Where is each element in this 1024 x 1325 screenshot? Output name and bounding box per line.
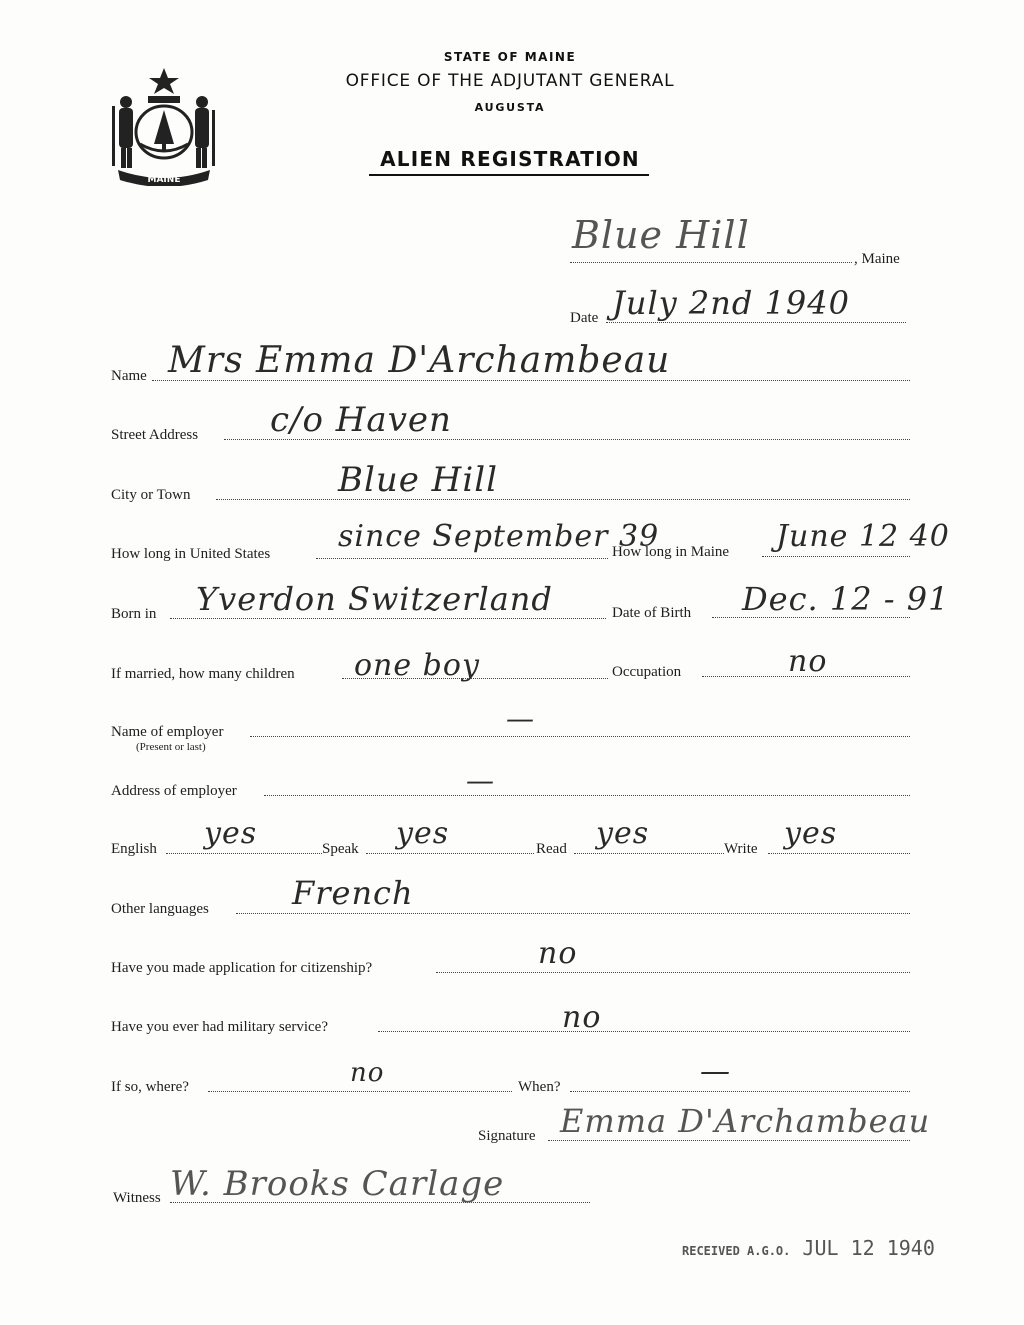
seal-text: MAINE xyxy=(147,175,181,185)
employer-name-label: Name of employer xyxy=(111,724,224,740)
other-languages-line xyxy=(236,913,910,914)
signature-line xyxy=(548,1140,910,1141)
how-long-us-label: How long in United States xyxy=(111,546,271,562)
city-or-town-label: City or Town xyxy=(111,487,191,503)
citizenship-label: Have you made application for citizenship? xyxy=(111,960,373,976)
when-line xyxy=(570,1091,910,1092)
employer-name-sublabel: (Present or last) xyxy=(136,741,206,753)
witness-label: Witness xyxy=(113,1190,161,1206)
date-of-birth-value[interactable]: Dec. 12 - 91 xyxy=(742,580,950,618)
read-line xyxy=(574,853,724,854)
speak-label: Speak xyxy=(322,841,359,857)
english-line xyxy=(166,853,322,854)
city-heading: AUGUSTA xyxy=(474,101,546,114)
form-title: ALIEN REGISTRATION xyxy=(380,147,640,171)
date-of-birth-label: Date of Birth xyxy=(612,605,692,621)
citizenship-value[interactable]: no xyxy=(538,936,578,971)
name-value[interactable]: Mrs Emma D'Archambeau xyxy=(168,340,671,381)
how-long-maine-label: How long in Maine xyxy=(612,544,730,560)
office-heading: OFFICE OF THE ADJUTANT GENERAL xyxy=(345,71,675,91)
title-underline xyxy=(369,174,649,176)
employer-address-line xyxy=(264,795,910,796)
write-value[interactable]: yes xyxy=(784,816,838,851)
employer-address-value[interactable]: — xyxy=(466,764,495,797)
employer-name-line xyxy=(250,736,910,737)
place-value[interactable]: Blue Hill xyxy=(572,213,750,257)
street-address-label: Street Address xyxy=(111,427,199,443)
when-value[interactable]: — xyxy=(700,1054,731,1089)
signature-value[interactable]: Emma D'Archambeau xyxy=(560,1102,931,1140)
how-long-us-line xyxy=(316,558,608,559)
speak-value[interactable]: yes xyxy=(396,816,450,851)
received-stamp-prefix: RECEIVED A.G.O. xyxy=(682,1244,791,1258)
english-label: English xyxy=(111,841,157,857)
city-or-town-value[interactable]: Blue Hill xyxy=(338,460,498,500)
english-value[interactable]: yes xyxy=(204,816,258,851)
signature-label: Signature xyxy=(478,1128,536,1144)
place-line xyxy=(570,262,852,263)
how-long-maine-value[interactable]: June 12 40 xyxy=(776,519,950,554)
witness-value[interactable]: W. Brooks Carlage xyxy=(170,1164,505,1204)
read-value[interactable]: yes xyxy=(596,816,650,851)
military-line xyxy=(378,1031,910,1032)
employer-address-label: Address of employer xyxy=(111,783,237,799)
received-stamp xyxy=(682,1236,935,1260)
write-line xyxy=(768,853,910,854)
date-value[interactable]: July 2nd 1940 xyxy=(612,284,850,322)
street-address-value[interactable]: c/o Haven xyxy=(270,400,452,440)
employer-name-value[interactable]: — xyxy=(506,702,535,735)
born-in-label: Born in xyxy=(111,606,157,622)
other-languages-value[interactable]: French xyxy=(292,874,414,912)
state-heading: STATE OF MAINE xyxy=(443,50,577,64)
other-languages-label: Other languages xyxy=(111,901,209,917)
occupation-label: Occupation xyxy=(612,664,682,680)
name-label: Name xyxy=(111,368,147,384)
when-label: When? xyxy=(518,1079,561,1095)
read-label: Read xyxy=(536,841,567,857)
where-label: If so, where? xyxy=(111,1079,189,1095)
how-long-us-value[interactable]: since September 39 xyxy=(338,519,660,554)
date-line xyxy=(606,322,906,323)
children-label: If married, how many children xyxy=(111,666,295,682)
citizenship-line xyxy=(436,972,910,973)
place-suffix: , Maine xyxy=(854,251,900,267)
city-or-town-line xyxy=(216,499,910,500)
children-value[interactable]: one boy xyxy=(354,648,480,683)
speak-line xyxy=(366,853,534,854)
born-in-value[interactable]: Yverdon Switzerland xyxy=(196,580,553,618)
date-label: Date xyxy=(570,310,599,326)
military-label: Have you ever had military service? xyxy=(111,1019,328,1035)
write-label: Write xyxy=(724,841,758,857)
military-value[interactable]: no xyxy=(562,1000,602,1035)
occupation-value[interactable]: no xyxy=(788,644,828,679)
how-long-maine-line xyxy=(762,556,910,557)
born-in-line xyxy=(170,618,606,619)
where-value[interactable]: no xyxy=(350,1058,385,1088)
where-line xyxy=(208,1091,512,1092)
received-stamp-date: JUL 12 1940 xyxy=(802,1236,935,1260)
